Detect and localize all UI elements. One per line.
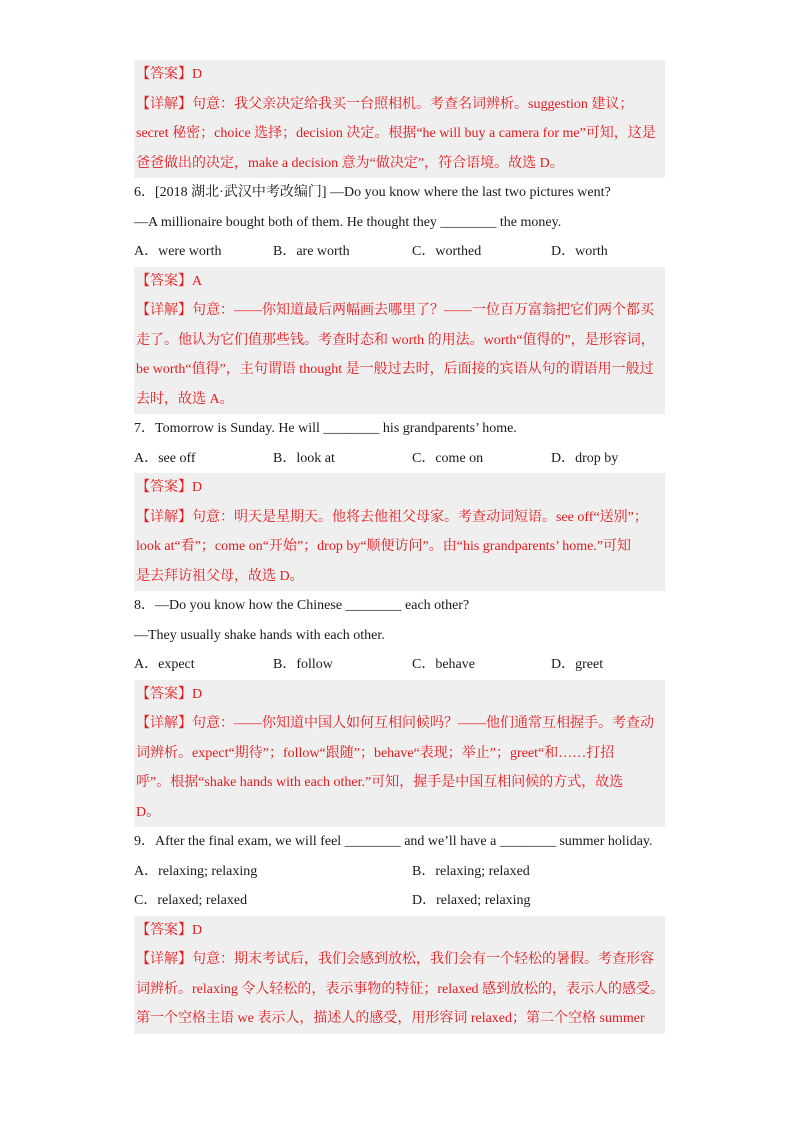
q6-detail-line-2: 走了。他认为它们值那些钱。考查时态和 worth 的用法。worth“值得的”，是形容词，: [136, 332, 655, 348]
q8-detail-line-1: [136, 709, 663, 739]
q7-options: [134, 444, 665, 474]
q8-detail-line-2: 词辨析。expect“期待”；follow“跟随”；behave“表现；举止”；greet“和……打招: [136, 745, 615, 761]
detail-tag: 【详解】: [136, 303, 192, 318]
q5-answer-box: [134, 60, 665, 178]
answer-tag: 【答案】: [136, 273, 192, 289]
detail-tag: 【详解】: [136, 509, 192, 525]
detail-text: 句意：我父亲决定给我买一台照相机。考查名词辨析。suggestion 建议；: [192, 96, 634, 112]
q6-stem-line-1: 6．[2018 湖北·武汉中考改编门] —Do you know where the last two pictures went?: [134, 185, 611, 200]
option-a: A．relaxing; relaxing: [134, 863, 258, 879]
option-a: A．see off: [134, 450, 196, 466]
answer-value: D: [192, 67, 203, 82]
q9-stem-line-1: 9．After the final exam, we will feel ________ and we’ll have a ________ summer holiday.: [134, 834, 653, 849]
answer-value: A: [192, 273, 203, 289]
answer-value: D: [192, 686, 203, 702]
q7-stem-line-1: 7．Tomorrow is Sunday. He will ________ his grandparents’ home.: [134, 421, 517, 436]
option-d: D．greet: [551, 657, 604, 672]
detail-tag: 【详解】: [136, 96, 192, 112]
q7-detail-line-1: [136, 503, 663, 533]
detail-tag: 【详解】: [136, 716, 192, 731]
q9-options-row-2: [134, 886, 665, 916]
answer-tag: 【答案】: [136, 480, 192, 495]
detail-text: 句意：期末考试后，我们会感到放松，我们会有一个轻松的暑假。考查形容: [192, 952, 654, 967]
q5-detail-line-1: [136, 90, 663, 120]
q6-detail-line-3: be worth“值得”，主句谓语 thought 是一般过去时，后面接的宾语从句的谓语用一般过: [136, 362, 654, 377]
detail-text: 句意：——你知道中国人如何互相问候吗？——他们通常互相握手。考查动: [192, 716, 654, 731]
answer-tag: 【答案】: [136, 686, 192, 702]
option-d: D．drop by: [551, 450, 619, 466]
q9-answer-line: [136, 916, 663, 946]
q7-detail-line-2: look at“看”；come on“开始”；drop by“顺便访问”。由“his grandparents’ home.”可知: [136, 539, 632, 554]
option-b: B．relaxing; relaxed: [412, 863, 530, 879]
q5-detail-line-3: 爸爸做出的决定，make a decision 意为“做决定”，符合语境。故选 D。: [136, 155, 564, 171]
q8-options: [134, 650, 665, 680]
option-d: D．relaxed; relaxing: [412, 893, 531, 908]
answer-tag: 【答案】: [136, 922, 192, 938]
detail-tag: 【详解】: [136, 952, 192, 967]
q6-detail-line-4: 去时，故选 A。: [136, 391, 234, 407]
q5-detail-line-2: secret 秘密；choice 选择；decision 决定。根据“he will buy a camera for me”可知，这是: [136, 126, 656, 141]
detail-text: 句意：明天是星期天。他将去他祖父母家。考查动词短语。see off“送别”；: [192, 509, 648, 525]
document-page: [134, 60, 665, 1034]
option-b: B．look at: [273, 450, 335, 466]
q8-stem-line-2: —They usually shake hands with each other.: [134, 627, 385, 643]
option-a: A．expect: [134, 657, 195, 672]
answer-value: D: [192, 922, 203, 938]
q6-stem-line-2: —A millionaire bought both of them. He thought they ________ the money.: [134, 214, 562, 230]
option-b: B．are worth: [273, 244, 350, 259]
answer-tag: 【答案】: [136, 67, 192, 82]
option-c: C．behave: [412, 657, 475, 672]
option-d: D．worth: [551, 244, 608, 259]
option-a: A．were worth: [134, 244, 222, 259]
q5-answer-line: [136, 60, 663, 90]
q6-detail-line-1: [136, 296, 663, 326]
option-c: C．worthed: [412, 244, 482, 259]
q8-answer-box: [134, 680, 665, 828]
q7-answer-box: [134, 473, 665, 591]
option-c: C．come on: [412, 450, 484, 466]
q7-detail-line-3: 是去拜访祖父母，故选 D。: [136, 568, 304, 584]
q9-detail-line-1: [136, 945, 663, 975]
q8-detail-line-4: D。: [136, 804, 161, 820]
q6-answer-box: [134, 267, 665, 415]
q8-answer-line: [136, 680, 663, 710]
q9-options-row-1: [134, 857, 665, 887]
detail-text: 句意：——你知道最后两幅画去哪里了？——一位百万富翁把它们两个都买: [192, 303, 654, 318]
q7-answer-line: [136, 473, 663, 503]
q6-options: [134, 237, 665, 267]
q8-detail-line-3: 呼”。根据“shake hands with each other.”可知，握手是中国互相问候的方式，故选: [136, 775, 624, 790]
option-c: C．relaxed; relaxed: [134, 893, 248, 908]
q9-detail-line-2: 词辨析。relaxing 令人轻松的，表示事物的特征；relaxed 感到放松的，表示人的感受。: [136, 981, 665, 997]
q9-answer-box: [134, 916, 665, 1034]
q9-detail-line-3: 第一个空格主语 we 表示人，描述人的感受，用形容词 relaxed；第二个空格 summer: [136, 1011, 645, 1026]
q8-stem-line-1: 8．—Do you know how the Chinese ________ each other?: [134, 598, 470, 613]
q6-answer-line: [136, 267, 663, 297]
option-b: B．follow: [273, 657, 333, 672]
answer-value: D: [192, 480, 203, 495]
